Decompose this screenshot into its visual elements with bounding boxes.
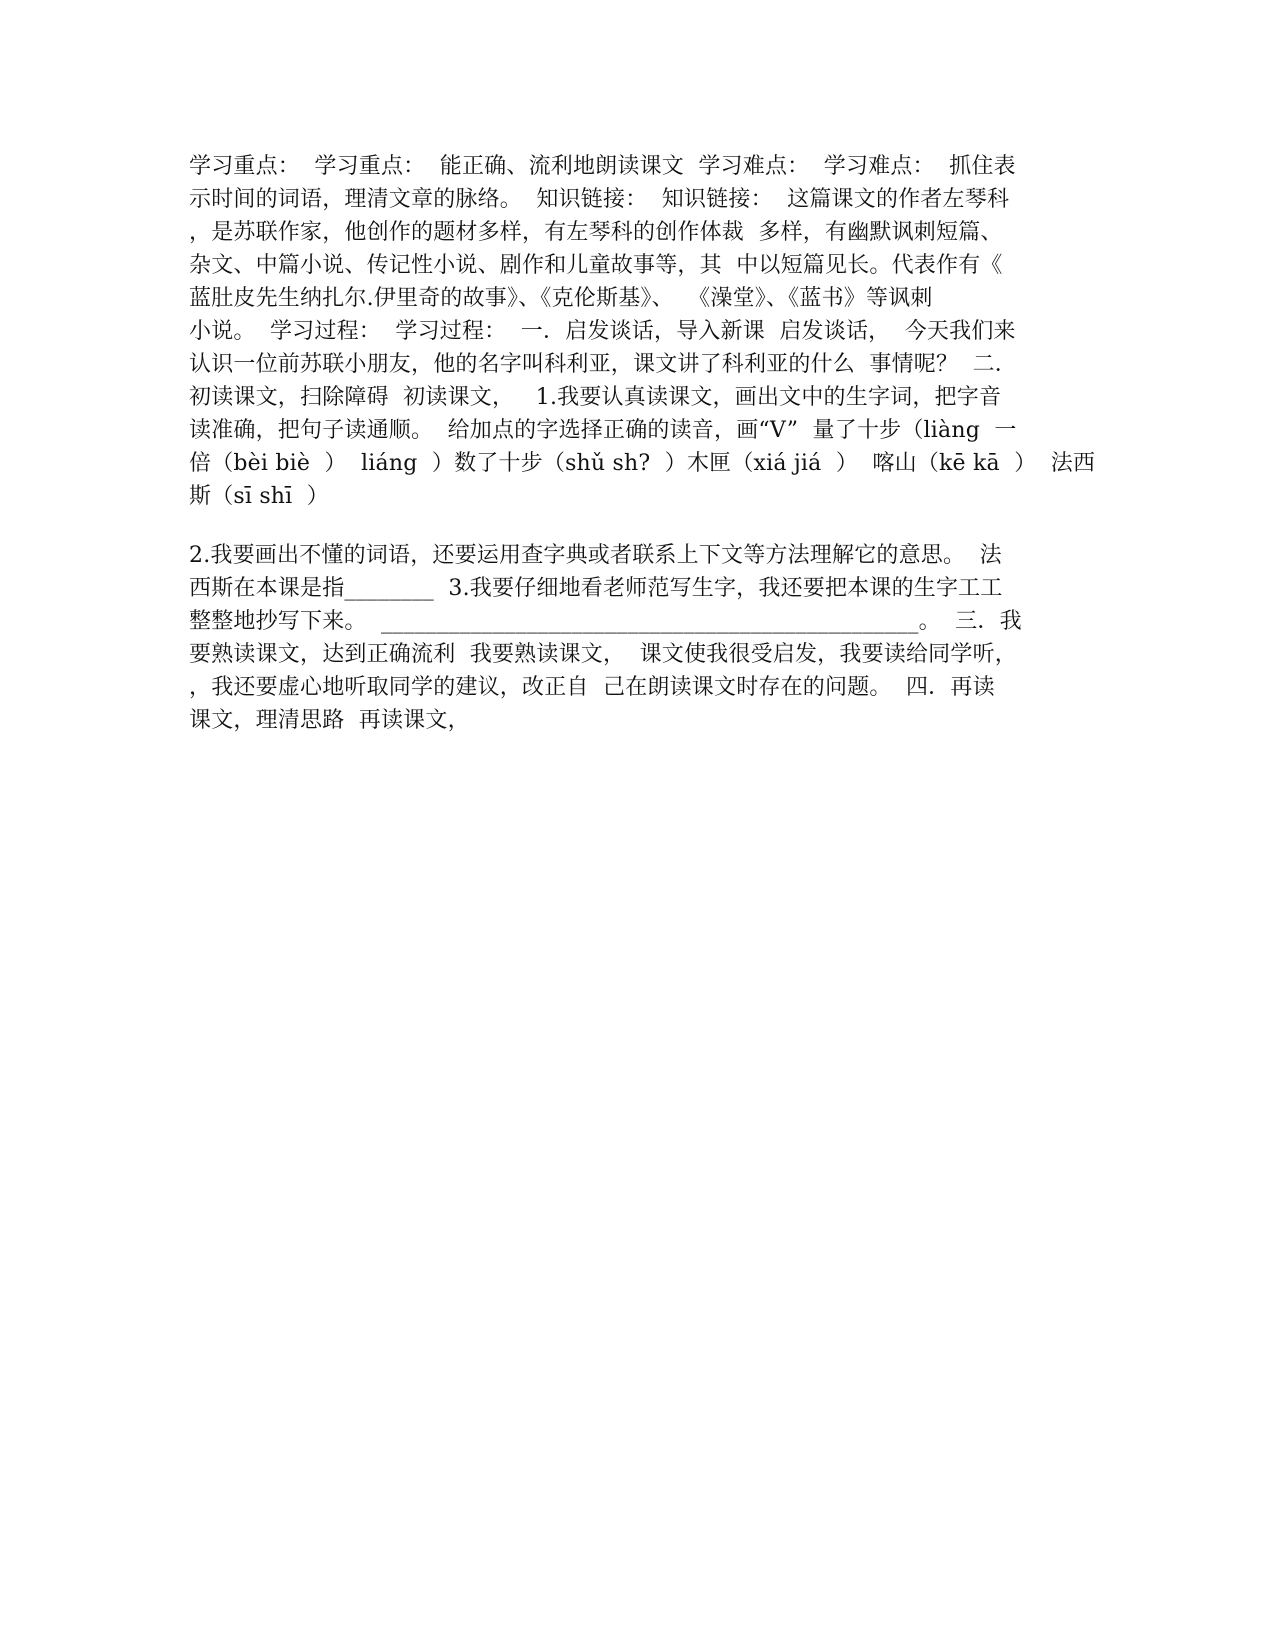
text-line: 整整地抄写下来。 ________________________________________________。 三．我 <box>189 609 1022 634</box>
paragraph-spacer <box>189 513 1089 539</box>
text-line: 倍（bèi biè ） liáng ）数了十步（shǔ sh? ）木匣（xiá jiá ） 喀山（kē kā ） 法西 <box>189 451 1096 476</box>
text-line: 要熟读课文，达到正确流利 我要熟读课文， 课文使我很受启发，我要读给同学听， <box>189 642 1017 667</box>
text-line: 示时间的词语，理清文章的脉络。 知识链接： 知识链接： 这篇课文的作者左琴科 <box>189 187 1010 212</box>
text-line: 认识一位前苏联小朋友，他的名字叫科利亚，课文讲了科利亚的什么 事情呢？ 二． <box>189 352 1017 377</box>
text-line: 杂文、中篇小说、传记性小说、剧作和儿童故事等，其 中以短篇见长。代表作有《 <box>189 253 1003 278</box>
text-line: 2.我要画出不懂的词语，还要运用查字典或者联系上下文等方法理解它的意思。 法 <box>189 543 1002 568</box>
text-line: ，是苏联作家，他创作的题材多样，有左琴科的创作体裁 多样，有幽默讽刺短篇、 <box>189 220 1003 245</box>
text-line: 读准确，把句子读通顺。 给加点的字选择正确的读音，画“V” 量了十步（liàng 一 <box>189 418 1017 443</box>
text-line: 斯（sī shī ） <box>189 484 330 509</box>
text-line: 课文，理清思路 再读课文， <box>189 708 470 733</box>
text-line: 西斯在本课是指________ 3.我要仔细地看老师范写生字，我还要把本课的生字工工 <box>189 576 1003 601</box>
text-line: 蓝肚皮先生纳扎尔.伊里奇的故事》、《克伦斯基》、 《澡堂》、《蓝书》等讽刺 <box>189 286 933 311</box>
document-body <box>189 150 1096 737</box>
text-line: 初读课文，扫除障碍 初读课文， 1.我要认真读课文，画出文中的生字词，把字音 <box>189 385 1002 410</box>
paragraph-1 <box>189 150 1096 513</box>
text-line: 小说。 学习过程： 学习过程： 一．启发谈话，导入新课 启发谈话， 今天我们来 <box>189 319 1016 344</box>
text-line: ，我还要虚心地听取同学的建议，改正自 己在朗读课文时存在的问题。 四．再读 <box>189 675 995 700</box>
text-line: 学习重点： 学习重点： 能正确、流利地朗读课文 学习难点： 学习难点： 抓住表 <box>189 154 1016 179</box>
paragraph-2 <box>189 539 1089 737</box>
